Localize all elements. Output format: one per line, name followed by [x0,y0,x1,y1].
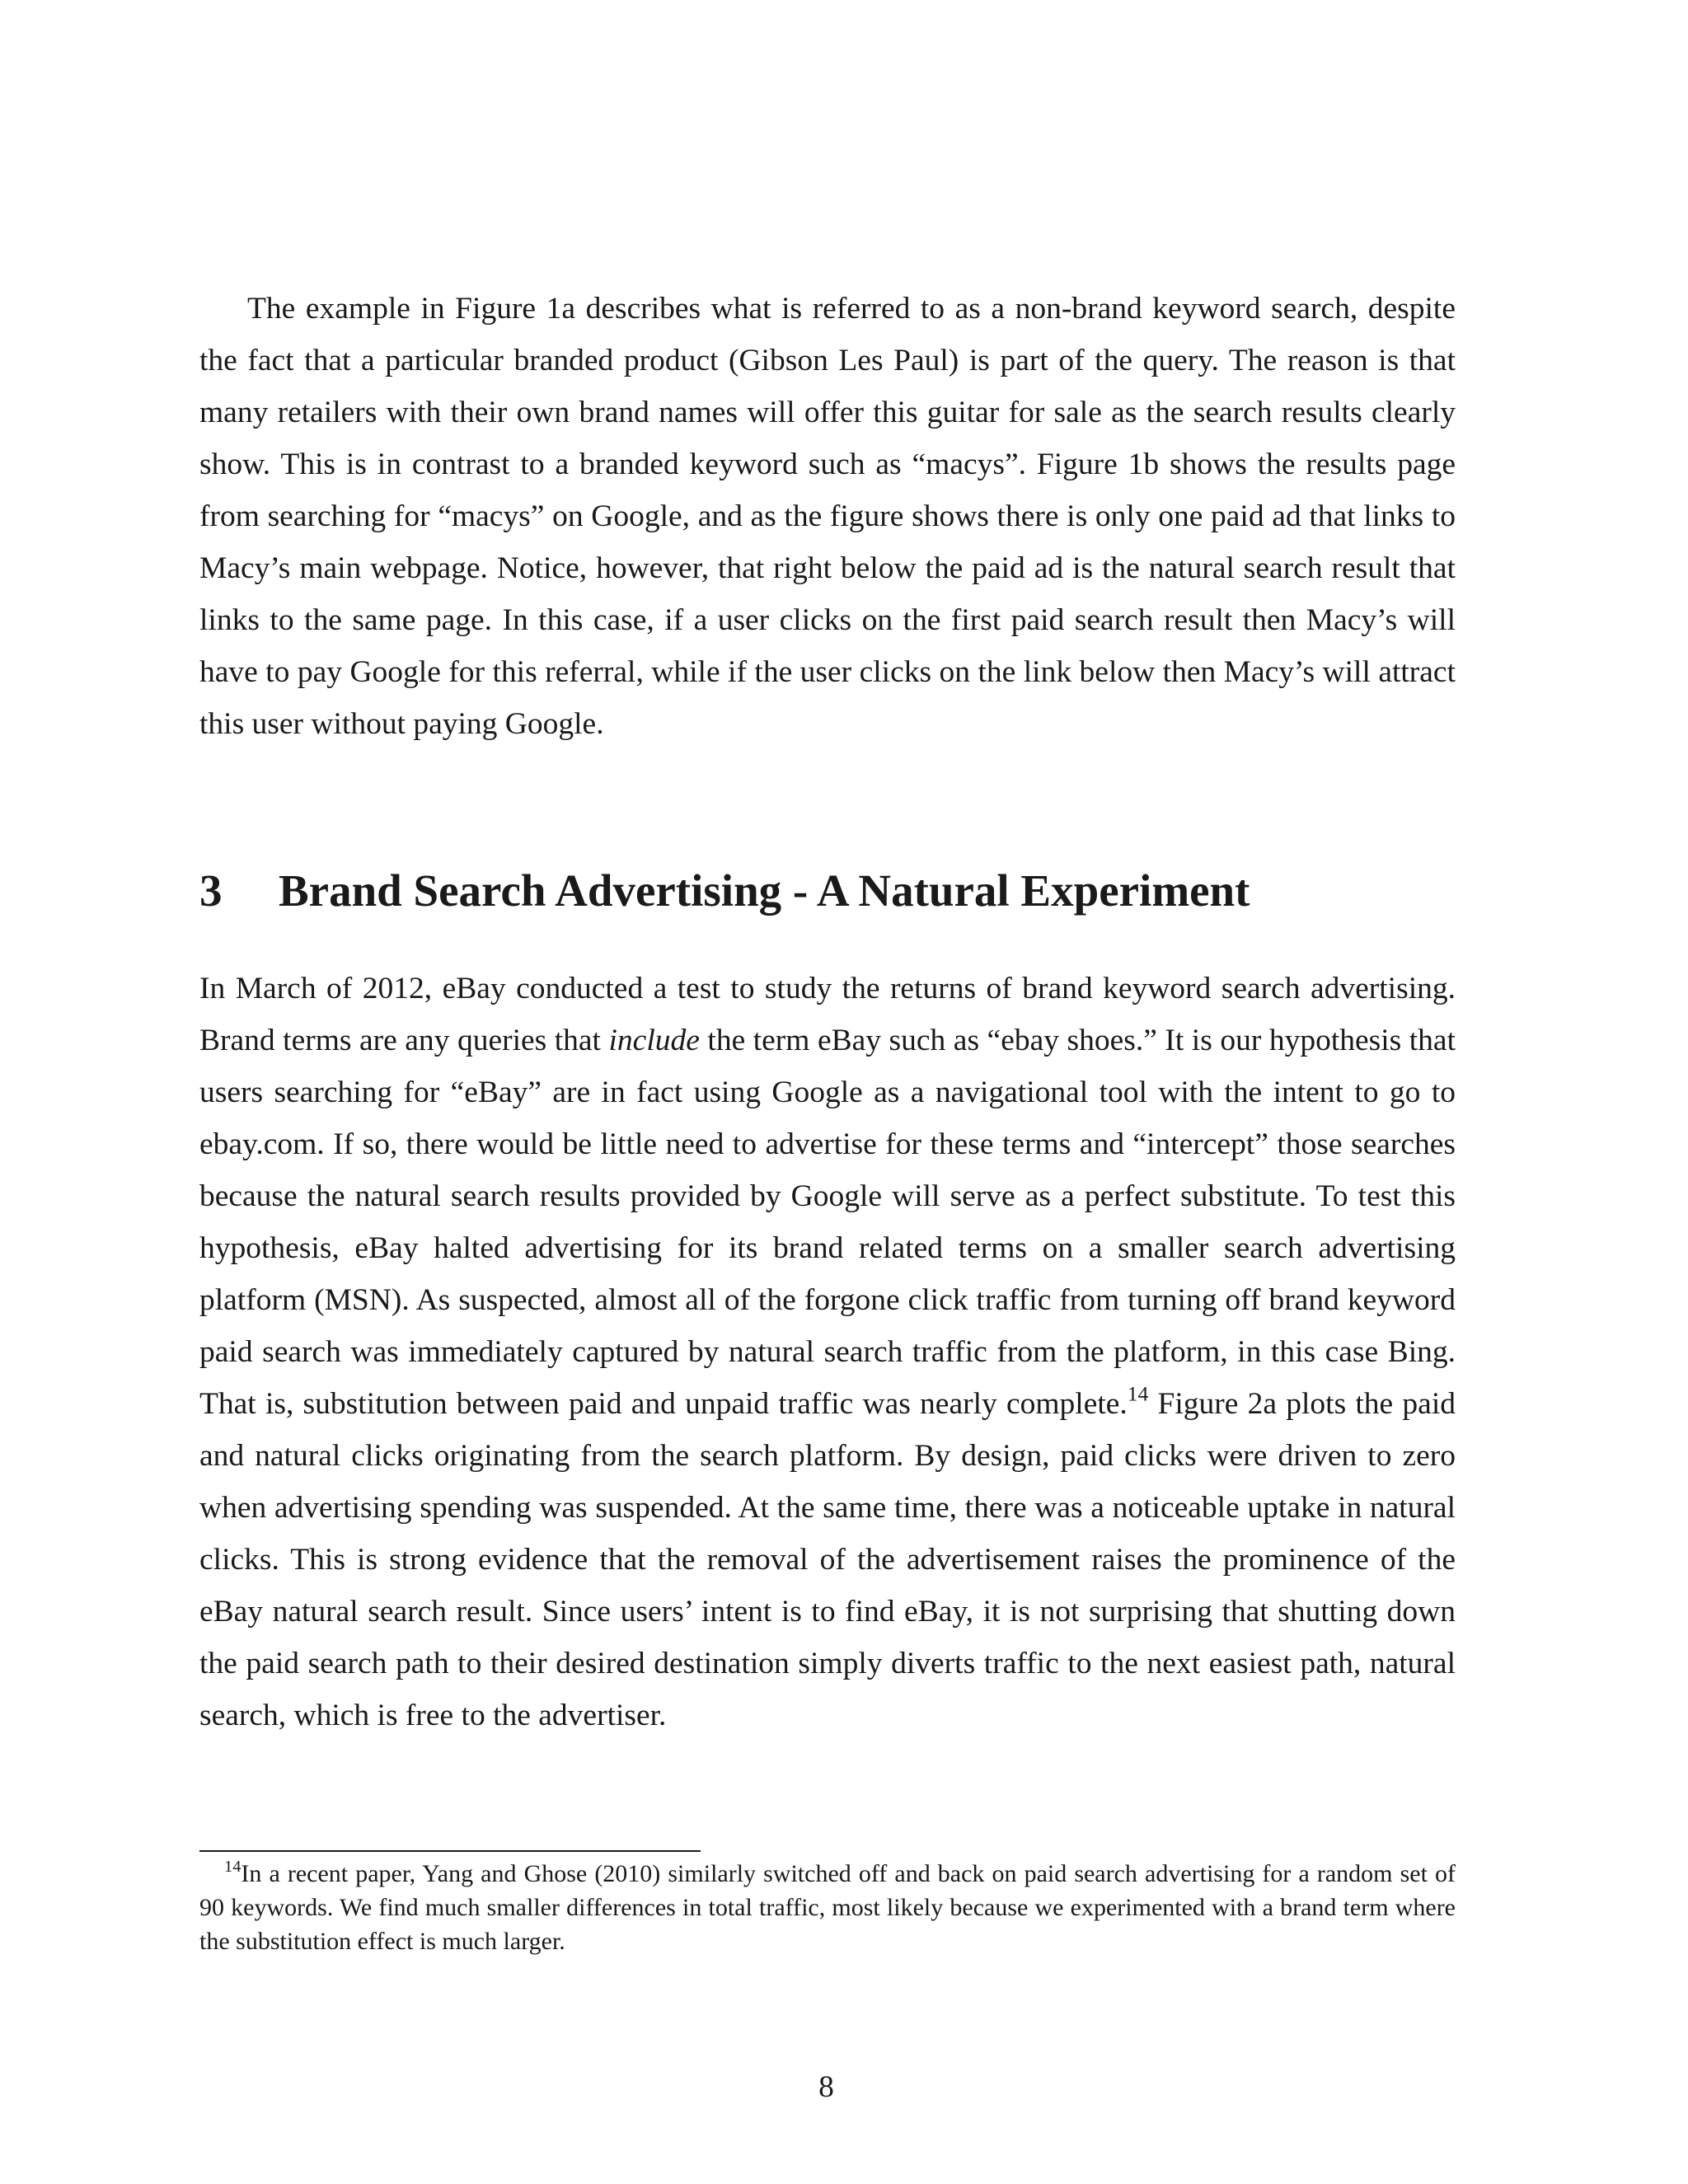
footnote-mark: 14 [224,1857,241,1876]
paragraph-2-text-c: Figure 2a plots the paid and natural clicks originating from the search platform. By design, paid clicks were driven to zero when advertising spending was suspended. At the same time, there was a noticeable uptake in natural clicks. This is strong evidence that the removal of the advertisement raises the prominence of the eBay natural search result. Since users’ intent is to find eBay, it is not surprising that shutting down the paid search path to their desired destination simply diverts traffic to the next easiest path, natural search, which is free to the advertiser. [199,1387,1456,1732]
page-number: 8 [818,2070,834,2104]
paragraph-2-text-b: the term eBay such as “ebay shoes.” It is our hypothesis that users searching for “eBay” are in fact using Google as a navigational tool with the intent to go to ebay.com. If so, there would be little need to advertise for these terms and “intercept” those searches because the natural search results provided by Google will serve as a perfect substitute. To test this hypothesis, eBay halted advertising for its brand related terms on a smaller search advertising platform (MSN). As suspected, almost all of the forgone click traffic from turning off brand keyword paid search was immediately captured by natural search traffic from the platform, in this case Bing. That is, substitution between paid and unpaid traffic was nearly complete. [199,1024,1456,1421]
footnote-divider [199,1850,701,1852]
footnote-text: In a recent paper, Yang and Ghose (2010) similarly switched off and back on paid search advertising for a random set of 90 keywords. We find much smaller differences in total traffic, most likely because we experimented with a brand term where the substitution effect is much larger. [199,1860,1456,1955]
footnote-reference[interactable]: 14 [1127,1381,1149,1406]
paragraph-2-text-a: In March of 2012, eBay conducted a test to study the returns of brand keyword search advertising. Brand terms are any queries that [199,972,1456,1057]
paragraph-2-emphasis: include [608,1024,700,1057]
section-title: Brand Search Advertising - A Natural Experiment [279,865,1250,916]
body-paragraph-1: The example in Figure 1a describes what is referred to as a non-brand keyword search, despite the fact that a particular branded product (Gibson Les Paul) is part of the query. The reason is that many retailers with their own brand names will offer this guitar for sale as the search results clearly show. This is in contrast to a branded keyword such as “macys”. Figure 1b shows the results page from searching for “macys” on Google, and as the figure shows there is only one paid ad that links to Macy’s main webpage. Notice, however, that right below the paid ad is the natural search result that links to the same page. In this case, if a user clicks on the first paid search result then Macy’s will have to pay Google for this referral, while if the user clicks on the link below then Macy’s will attract this user without paying Google. [199,292,1456,741]
section-number: 3 [199,865,223,916]
footnote [199,1857,1456,1958]
section-heading [199,862,1469,920]
body-paragraph-2 [199,963,1456,1741]
